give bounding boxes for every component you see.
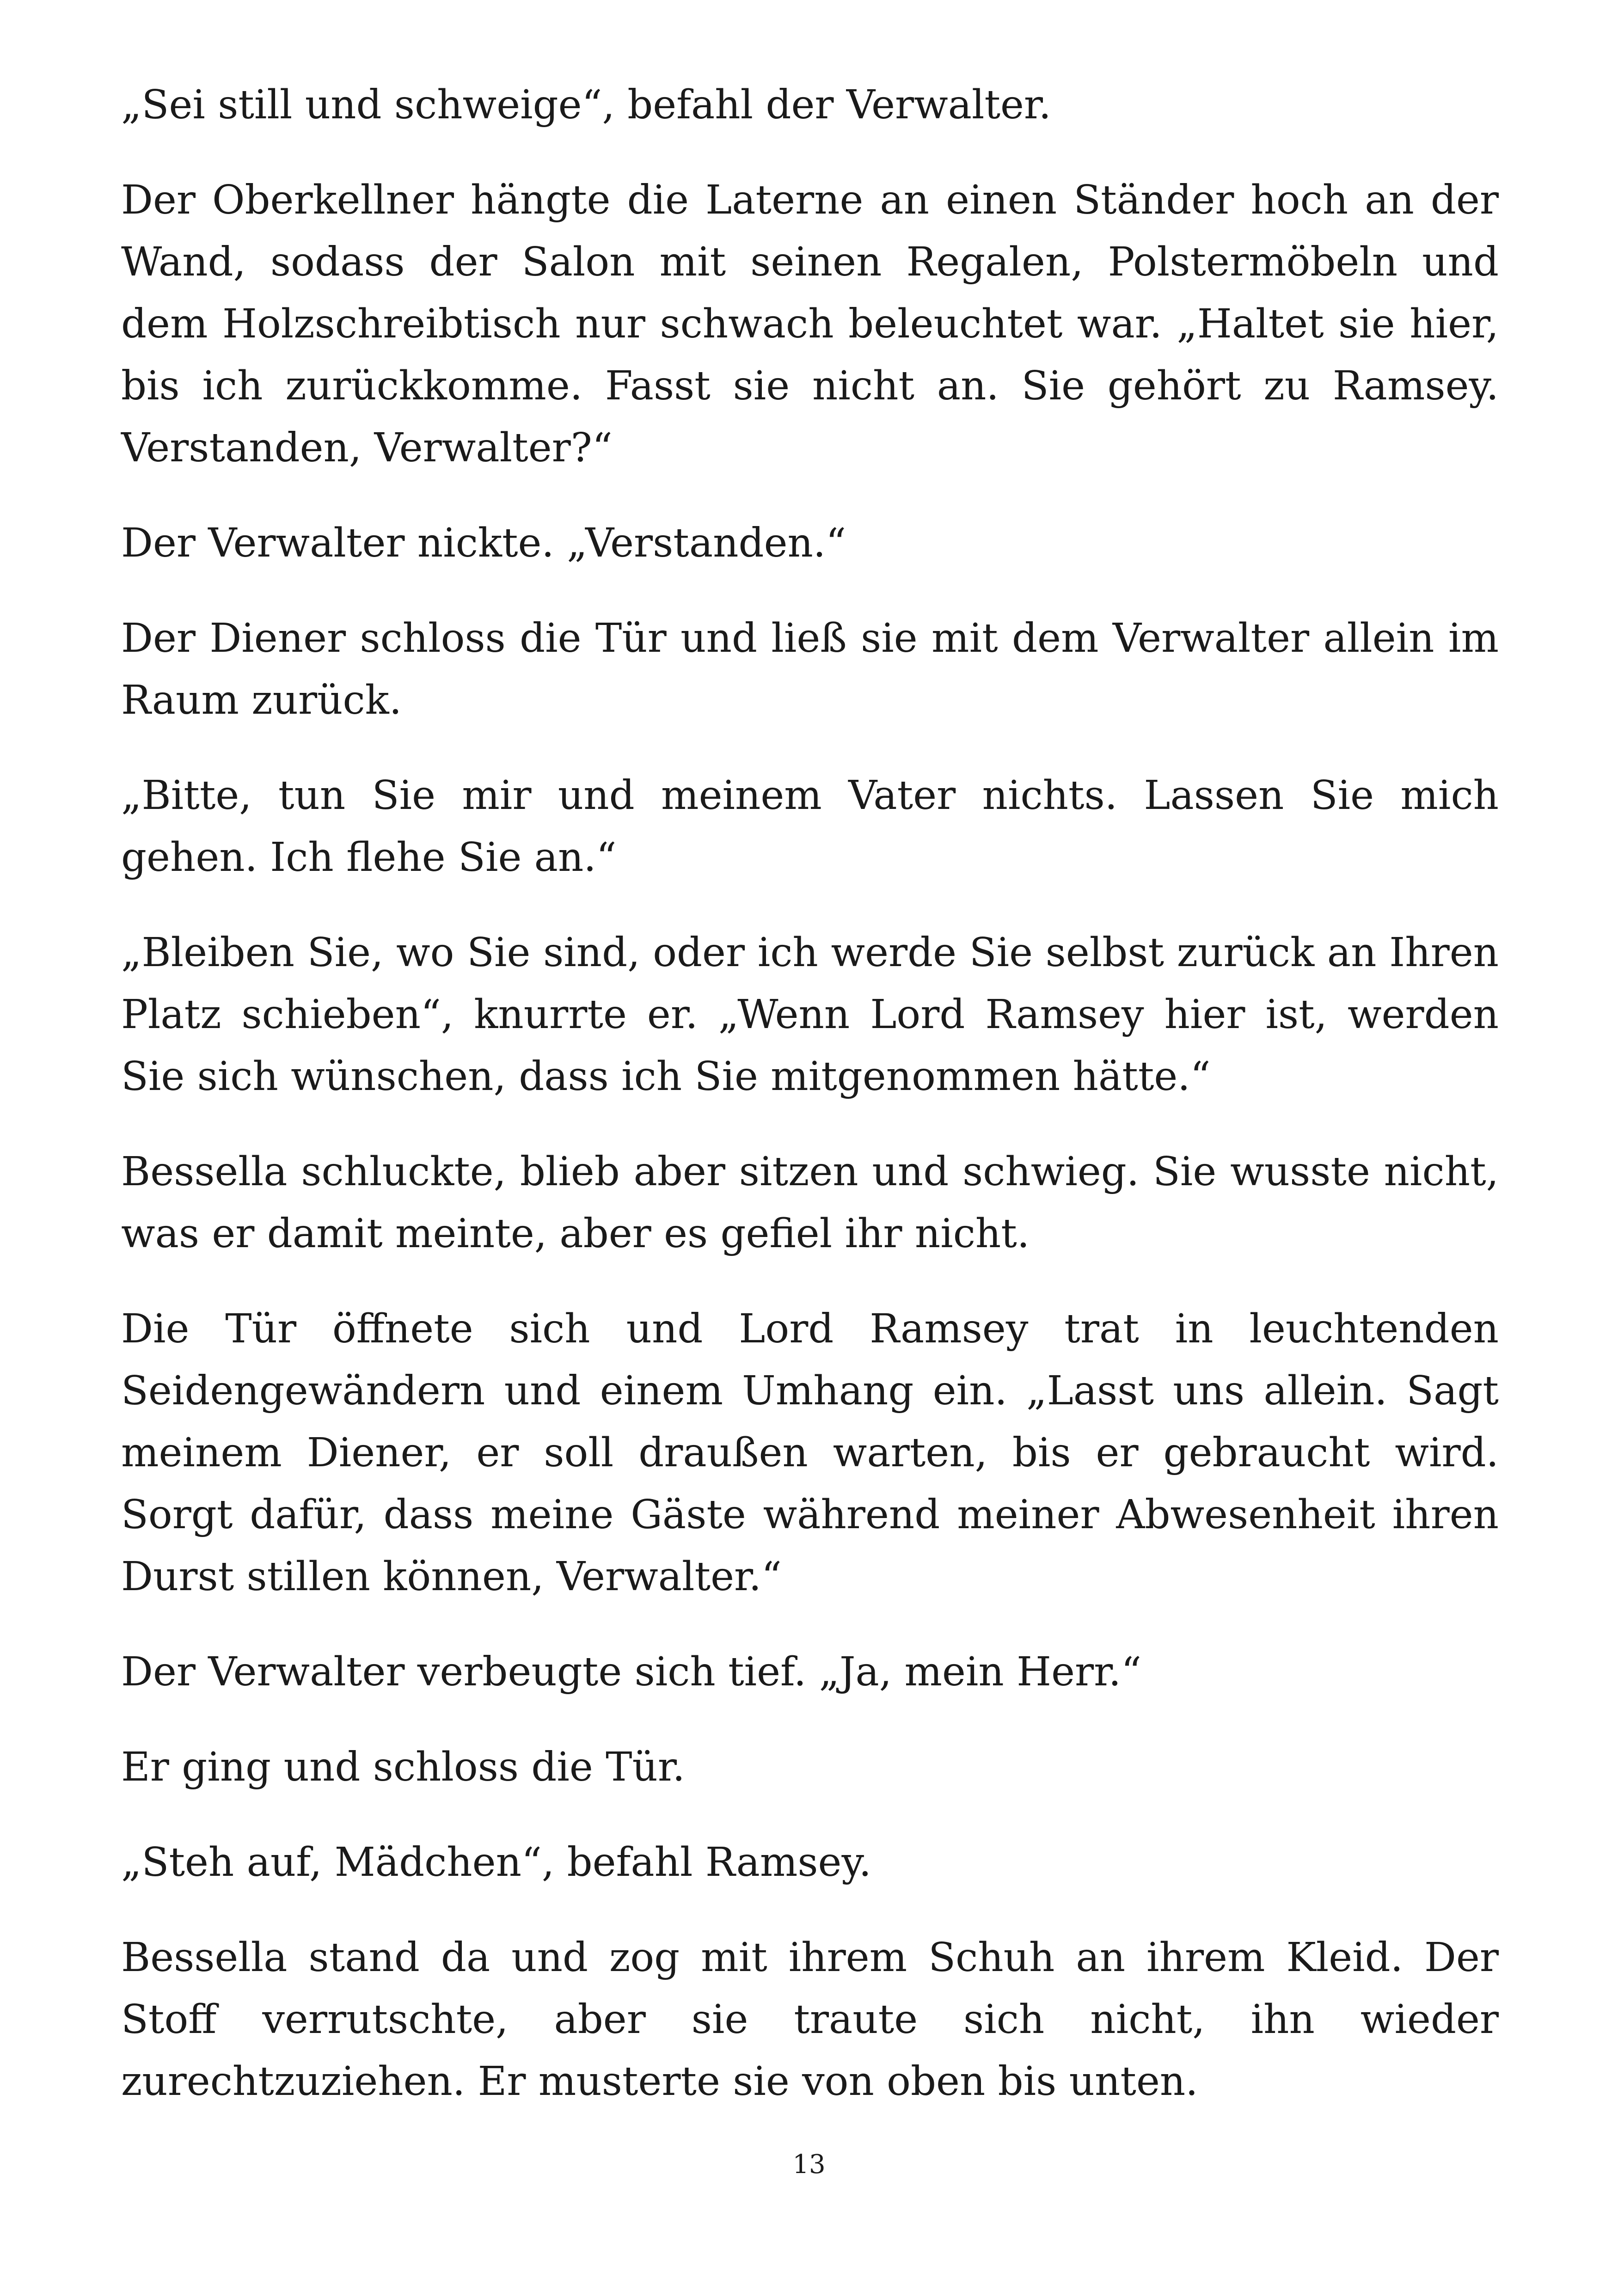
paragraph: Die Tür öffnete sich und Lord Ramsey trat in leuchtenden Seidengewändern und einem Umhang ein. „Lasst uns allein. Sagt meinem Diener, er soll draußen warten, bis er gebraucht wird. Sorgt dafür, dass meine Gäste während meiner Abwesenheit ihren Durst stillen können, Verwalter.“	[121, 1306, 1499, 1600]
paragraph: „Sei still und schweige“, befahl der Verwalter.	[121, 82, 1051, 128]
paragraph: Er ging und schloss die Tür.	[121, 1744, 685, 1790]
paragraph: Der Oberkellner hängte die Laterne an einen Ständer hoch an der Wand, sodass der Salon mit seinen Regalen, Polstermöbeln und dem Holzschreibtisch nur schwach beleuchtet war. „Haltet sie hier, bis ich zurückkomme. Fasst sie nicht an. Sie gehört zu Ramsey. Verstanden, Verwalter?“	[121, 177, 1499, 471]
paragraph: „Bitte, tun Sie mir und meinem Vater nichts. Lassen Sie mich gehen. Ich flehe Sie an.“	[121, 772, 1499, 881]
body-text	[121, 74, 1499, 2146]
paragraph: Der Verwalter verbeugte sich tief. „Ja, mein Herr.“	[121, 1649, 1142, 1695]
paragraph: Der Diener schloss die Tür und ließ sie mit dem Verwalter allein im Raum zurück.	[121, 615, 1499, 723]
paragraph: Bessella stand da und zog mit ihrem Schuh an ihrem Kleid. Der Stoff verrutschte, aber sie traute sich nicht, ihn wieder zurechtzuziehen. Er musterte sie von oben bis unten.	[121, 1935, 1499, 2105]
page-number: 13	[792, 2149, 826, 2180]
paragraph: Der Verwalter nickte. „Verstanden.“	[121, 520, 846, 566]
paragraph: „Bleiben Sie, wo Sie sind, oder ich werde Sie selbst zurück an Ihren Platz schieben“, knurrte er. „Wenn Lord Ramsey hier ist, werden Sie sich wünschen, dass ich Sie mitgenommen hätte.“	[121, 930, 1499, 1100]
paragraph: „Steh auf, Mädchen“, befahl Ramsey.	[121, 1839, 871, 1886]
paragraph: Bessella schluckte, blieb aber sitzen und schwieg. Sie wusste nicht, was er damit meinte, aber es gefiel ihr nicht.	[121, 1149, 1499, 1257]
